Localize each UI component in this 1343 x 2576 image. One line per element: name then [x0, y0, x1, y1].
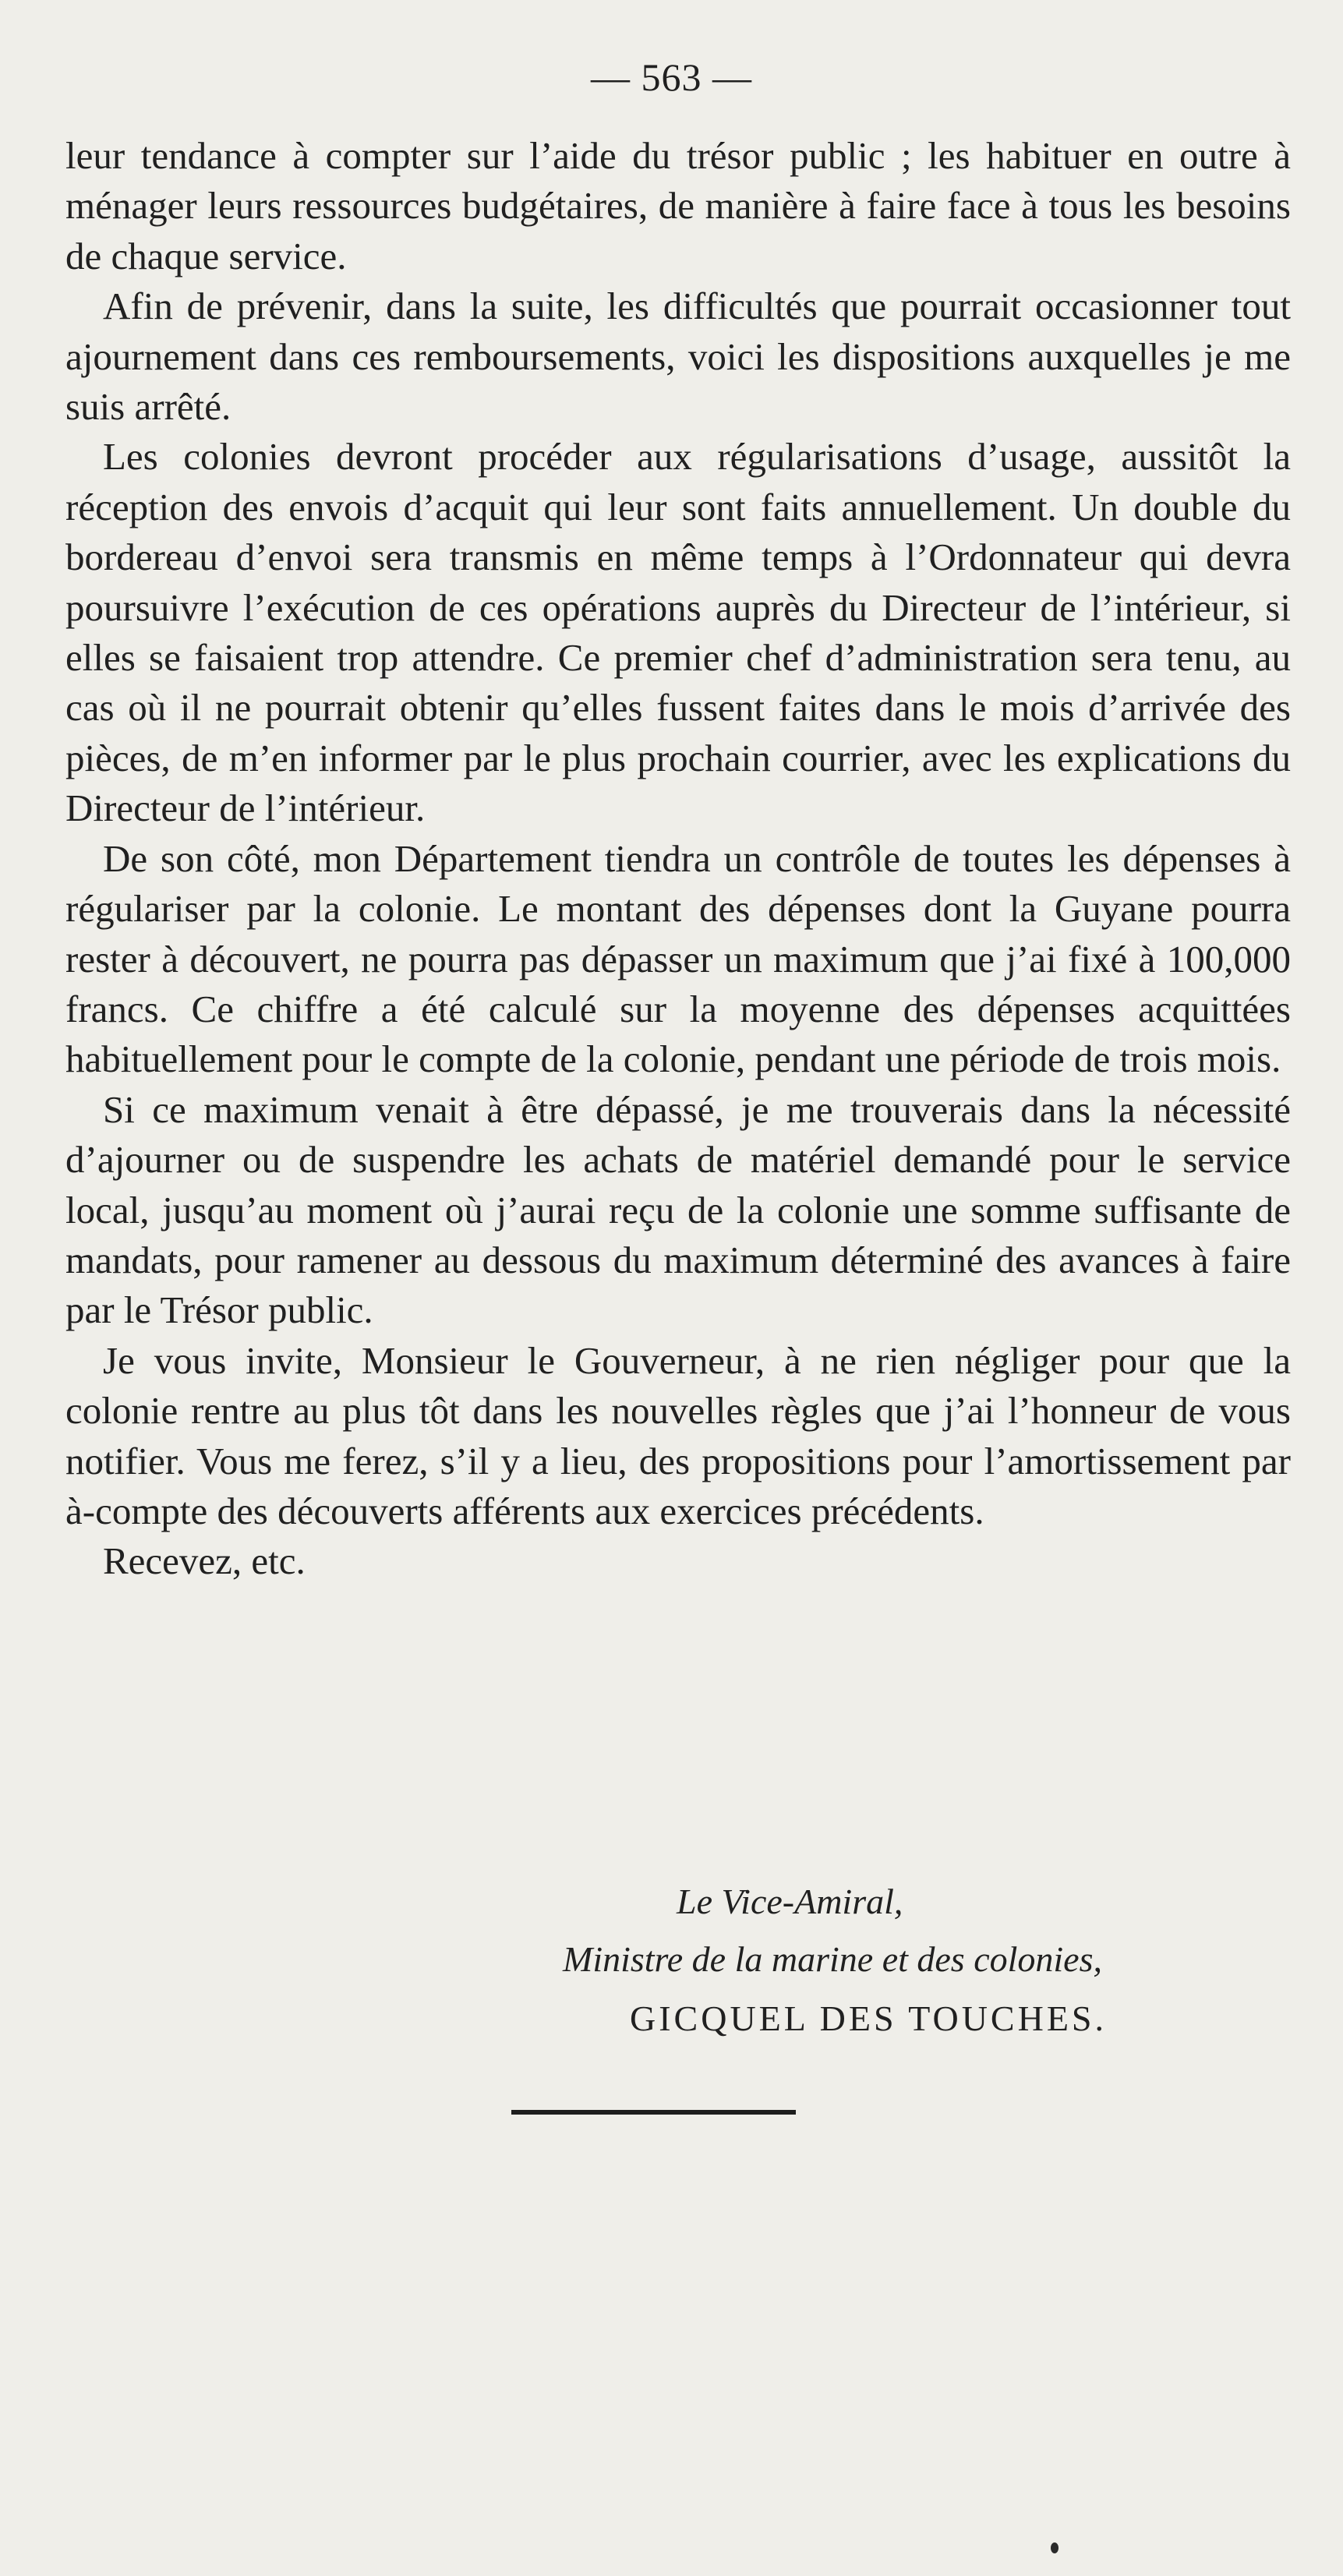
signature-title: Le Vice-Amiral, [677, 1882, 903, 1921]
paragraph-continued: leur tendance à compter sur l’aide du trésor public ; les habituer en outre à ménager leurs ressources budgétaires, de manière à faire face à tous les besoins de chaque service. [65, 134, 1291, 277]
ink-speck [1051, 2542, 1058, 2553]
page-number: — 563 — [591, 55, 752, 99]
closing-formula: Recevez, etc. [103, 1539, 306, 1583]
paragraph: De son côté, mon Département tiendra un contrôle de toutes les dépenses à régulariser par la colonie. Le montant des dépenses dont la Guyane pourra rester à découvert, ne pourra pas dépasser un maximum que j’ai fixé à 100,000 francs. Ce chiffre a été calculé sur la moyenne des dépenses acquittées habituellement pour le compte de la colonie, pendant une période de trois mois. [65, 836, 1291, 1081]
paragraph: Si ce maximum venait à être dépassé, je me trouverais dans la nécessité d’ajourner ou de suspendre les achats de matériel demandé pour le service local, jusqu’au moment où j’aurai reçu de la colonie une somme suffisante de mandats, pour ramener au dessous du maximum déterminé des avances à faire par le Trésor public. [65, 1087, 1291, 1332]
paragraph: Je vous invite, Monsieur le Gouverneur, à ne rien négliger pour que la colonie rentre au plus tôt dans les nouvelles règles que j’ai l’honneur de vous notifier. Vous me ferez, s’il y a lieu, des propositions pour l’amortissement par à-compte des découverts afférents aux exercices précédents. [65, 1338, 1291, 1532]
signature-role: Ministre de la marine et des colonies, [563, 1939, 1102, 1979]
paragraph: Afin de prévenir, dans la suite, les difficultés que pourrait occasionner tout ajournement dans ces remboursements, voici les dispositions auxquelles je me suis arrêté. [65, 284, 1291, 429]
end-rule-divider [511, 2110, 796, 2115]
body-text [65, 131, 1291, 1586]
signature-name: GICQUEL DES TOUCHES. [630, 1998, 1108, 2038]
paragraph: Les colonies devront procéder aux régularisations d’usage, aussitôt la réception des envois d’acquit qui leur sont faits annuellement. Un double du bordereau d’envoi sera transmis en même temps à l’Ordonnateur qui devra poursuivre l’exécution de ces opérations auprès du Directeur de l’intérieur, si elles se faisaient trop attendre. Ce premier chef d’administration sera tenu, au cas où il ne pourrait obtenir qu’elles fussent faites dans le mois d’arrivée des pièces, de m’en informer par le plus prochain courrier, avec les explications du Directeur de l’intérieur. [65, 435, 1291, 830]
